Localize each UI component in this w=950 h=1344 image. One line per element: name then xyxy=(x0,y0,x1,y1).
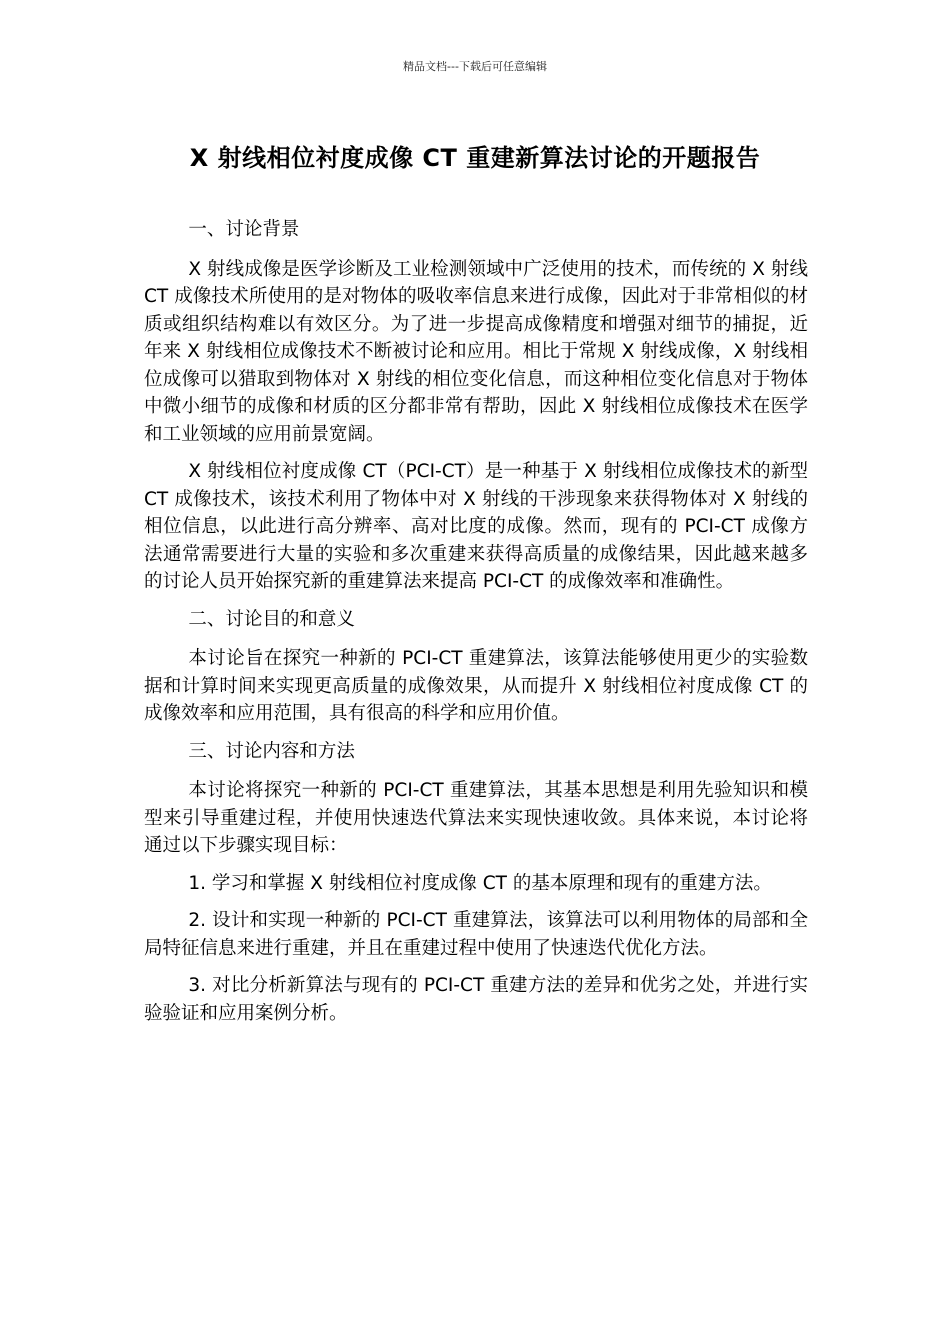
document-title: X 射线相位衬度成像 CT 重建新算法讨论的开题报告 xyxy=(189,144,761,172)
paragraph-purpose: 本讨论旨在探究一种新的 PCI-CT 重建算法，该算法能够使用更少的实验数据和计算时间来实现更高质量的成像效果，从而提升 X 射线相位衬度成像 CT 的成像效率和应用范围，具有很高的科学和应用价值。 xyxy=(144,648,808,724)
paragraph-background-1: X 射线成像是医学诊断及工业检测领域中广泛使用的技术，而传统的 X 射线 CT 成像技术所使用的是对物体的吸收率信息来进行成像，因此对于非常相似的材质或组织结构难以有效区分。为了进一步提高成像精度和增强对细节的捕捉，近年来 X 射线相位成像技术不断被讨论和应用。相比于常规 X 射线成像，X 射线相位成像可以猎取到物体对 X 射线的相位变化信息，而这种相位变化信息对于物体中微小细节的成像和材质的区分都非常有帮助，因此 X 射线相位成像技术在医学和工业领域的应用前景宽阔。 xyxy=(144,258,808,445)
document-body xyxy=(144,216,808,1037)
page-header: 精品文档---下载后可任意编辑 xyxy=(403,60,547,73)
section-heading-background: 一、讨论背景 xyxy=(188,219,300,240)
section-heading-methods: 三、讨论内容和方法 xyxy=(188,740,355,762)
paragraph-methods: 本讨论将探究一种新的 PCI-CT 重建算法，其基本思想是利用先验知识和模型来引导重建过程，并使用快速迭代算法来实现快速收敛。具体来说，本讨论将通过以下步骤实现目标： xyxy=(144,780,808,856)
paragraph-background-2: X 射线相位衬度成像 CT（PCI-CT）是一种基于 X 射线相位成像技术的新型 CT 成像技术，该技术利用了物体中对 X 射线的干涉现象来获得物体对 X 射线的相位信息，以此进行高分辨率、高对比度的成像。然而，现有的 PCI-CT 成像方法通常需要进行大量的实验和多次重建来获得高质量的成像结果，因此越来越多的讨论人员开始探究新的重建算法来提高 PCI-CT 的成像效率和准确性。 xyxy=(144,461,808,592)
list-item-step-1: 1. 学习和掌握 X 射线相位衬度成像 CT 的基本原理和现有的重建方法。 xyxy=(188,872,772,894)
section-heading-purpose: 二、讨论目的和意义 xyxy=(188,608,355,630)
list-item-step-2: 2. 设计和实现一种新的 PCI-CT 重建算法，该算法可以利用物体的局部和全局特征信息来进行重建，并且在重建过程中使用了快速迭代优化方法。 xyxy=(144,910,808,959)
list-item-step-3: 3. 对比分析新算法与现有的 PCI-CT 重建方法的差异和优劣之处，并进行实验验证和应用案例分析。 xyxy=(144,975,808,1024)
